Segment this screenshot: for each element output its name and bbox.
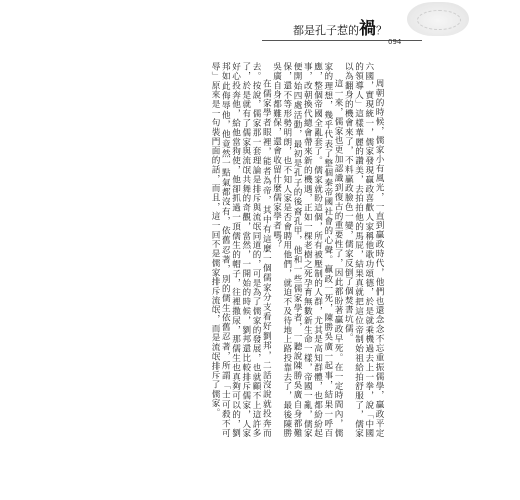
header-title-big: 禍 [359,19,376,39]
header-title-post: ？ [376,24,387,37]
page-number: 094 [388,38,402,46]
paragraph: 這一來，儒家也更加認識到復古的重要性了，因此都盼著贏政早死。在一定時間內，儒家的理想，幾乎代表了整個秦帝國社會的心聲。贏政一死，陳勝吳廣一起事，結果一呼百應，整個帝國全亂套了。儒家就盼這個，所有被壓制的人群，尤其是高知群體，也都紛紛起事，改朝換代總會帶來新的機遇，正如一棵老樹之死孕育無數新生命一樣，帝國一亂，儒家便開始四處活動，最初是孔子的後裔孔甲，他和一些儒家學者，一聽說陳勝吳廣自身都難保，還不等形勢明朗，也不知人家是否會聘用他們，就迫不及待地上路投靠去了，最後陳勝吳廣自身都難保，還會收留什麼儒家學者嗎？ [271,62,343,438]
running-header-title [293,20,387,38]
header-title-pre: 都是孔子惹的 [293,24,359,37]
paragraph: 在儒家學者眼裡，能者為帝，其中有這麼一個儒家分支看好劉邦，二話沒說就投奔而去。按說，儒家那一套理論是排斥與流氓同道的，可是為了儒家的發展，也就顧不上這許多了，於是就有了儒家與流氓共舞的奇觀，當然，一開始的時候，劉邦還比較排斥儒家，人家好心投奔他，給他當狗使，他卻抓過一頂儒生的帽子，往裡撒尿，那儒生也真夠可以的，劉邦如此侮辱他，他竟然一點氣都沒有，依舊忍著，別的儒生依舊忍著，所謂「士可殺不可辱」原來是一句裝門面的話，而且，這一回不是儒家排斥流氓，而是流氓排斥了儒家。 [210,62,272,438]
seal-watermark [407,2,469,36]
paragraph: 周朝的時候，儒家小有風光，一直到贏政時代，他們也還念念不忘重振儒學，贏政平定六國，實現統一，儒家發現贏政喜歡人家稱他歌功頌德，於是就乘機過去上一拳，說「中國的領導人」這樣華麗的讚美，去拍拍他的馬屁，結果真就把這位帝制始祖給拍舒服了，儒家以為翻身的機會來了，不料贏政臉色一變，儒家反倒了個焚書坑儒。 [343,62,384,438]
body-text [142,62,384,438]
